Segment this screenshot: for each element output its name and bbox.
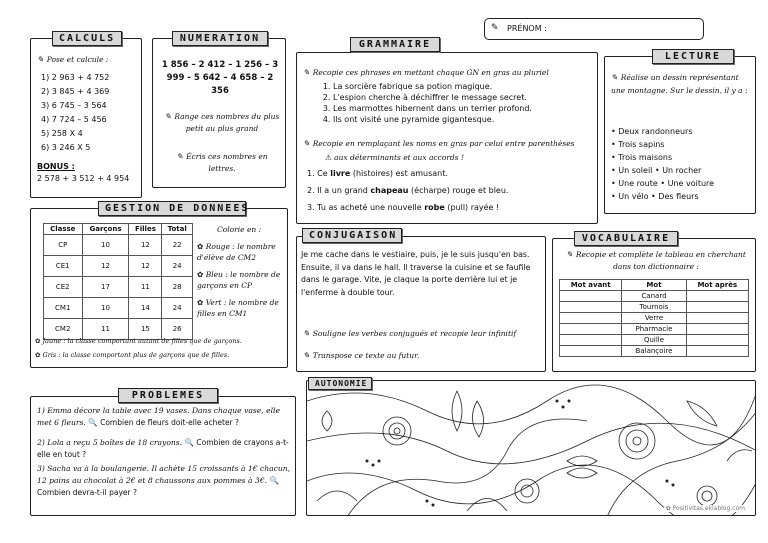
calculs-box <box>30 38 142 198</box>
grammaire-sentences <box>333 81 532 125</box>
grammaire-instr2: ✎ Recopie en remplaçant les noms en gras par celui entre parenthèses <box>303 139 575 148</box>
gear-icon: ✿ <box>35 337 41 345</box>
prenom-label: PRÉNOM : <box>507 24 547 33</box>
table-cell: CM1 <box>44 298 83 319</box>
table-cell: CE1 <box>44 256 83 277</box>
gear-icon: ✿ <box>197 298 204 307</box>
table-cell: 22 <box>162 235 193 256</box>
table-cell: 14 <box>129 298 162 319</box>
list-item: 3. Les marmottes hibernent dans un terrier profond. <box>333 103 532 114</box>
pencil-icon: ✎ <box>303 329 310 338</box>
table-header: Garçons <box>82 224 129 235</box>
list-item: 1) 2 963 + 4 752 <box>41 73 110 82</box>
table-row <box>560 291 749 302</box>
table-cell: 28 <box>162 277 193 298</box>
pencil-icon: ✎ <box>303 68 310 77</box>
table-cell: 24 <box>162 256 193 277</box>
table-cell: 11 <box>129 277 162 298</box>
gestion-table <box>43 223 193 340</box>
problemes-p1: 1) Emma décore la table avec 19 vases. Dans chaque vase, elle met 6 fleurs. 🔍 Combien de fleurs doit-elle acheter ? <box>37 406 280 427</box>
problemes-box <box>30 396 296 516</box>
table-cell: 24 <box>162 298 193 319</box>
table-row <box>44 235 193 256</box>
mandala-coloring-image <box>307 381 756 516</box>
gestion-title: GESTION DE DONNEES <box>98 201 246 216</box>
list-item: 1. La sorcière fabrique sa potion magique. <box>333 81 532 92</box>
calculs-list <box>41 71 109 155</box>
gear-icon: ✿ <box>35 351 41 359</box>
gestion-colorie: Colorie en : <box>217 225 262 234</box>
table-cell: Balançoire <box>622 346 686 357</box>
pencil-icon: ✎ <box>566 250 573 259</box>
conjugaison-text: Je me cache dans le vestiaire, puis, je le suis jusqu'en bas. Ensuite, il va dans le hall. Il traverse la cuisine et se faufile dans le garage. Vite, je claque la porte derrière lui et je l'enferme à double tour. <box>301 250 531 297</box>
lecture-box <box>604 56 756 214</box>
gear-icon: ✿ <box>197 242 204 251</box>
table-cell: 11 <box>82 319 129 340</box>
table-row <box>560 346 749 357</box>
table-cell: CE2 <box>44 277 83 298</box>
pencil-icon: ✎ <box>303 351 310 360</box>
list-item: • Deux randonneurs <box>611 127 693 136</box>
list-item: • Trois sapins <box>611 140 665 149</box>
grammaire-s3: 3. Tu as acheté une nouvelle robe (pull) rayée ! <box>307 203 500 212</box>
pencil-icon: ✎ <box>611 73 618 82</box>
autonomie-title: AUTONOMIE <box>308 377 372 390</box>
vocabulaire-table <box>559 279 749 357</box>
pencil-icon: ✎ <box>303 139 310 148</box>
conjugaison-instr2: ✎ Transpose ce texte au futur. <box>303 351 420 360</box>
list-item: • Un soleil • Un rocher <box>611 166 702 175</box>
table-row <box>44 298 193 319</box>
table-header: Mot après <box>686 280 748 291</box>
gestion-c5: ✿ Gris : la classe comportant plus de garçons que de filles. <box>35 351 230 359</box>
pencil-icon: ✎ <box>176 152 184 161</box>
table-cell: 10 <box>82 298 129 319</box>
credit-text: ✿ Positivitas.eklablog.com <box>665 505 745 512</box>
gestion-box <box>30 208 288 368</box>
problemes-title: PROBLEMES <box>118 388 218 403</box>
grammaire-instr1: ✎ Recopie ces phrases en mettant chaque GN en gras au pluriel <box>303 68 549 77</box>
calculs-title: CALCULS <box>52 31 122 46</box>
list-item: 5) 258 X 4 <box>41 129 83 138</box>
table-row <box>560 324 749 335</box>
grammaire-title: GRAMMAIRE <box>350 37 440 52</box>
vocabulaire-instr: ✎ Recopie et complète le tableau en cherchant dans ton dictionnaire : <box>566 250 746 271</box>
grammaire-s1: 1. Ce livre (histoires) est amusant. <box>307 169 448 178</box>
table-cell: 12 <box>129 256 162 277</box>
problemes-p3: 3) Sacha va à la boulangerie. Il achète 15 croissants à 1€ chacun, 12 pains au chocolat à 2€ et 8 chaussons aux pommes à 3€. 🔍 Combien devra-t-il payer ? <box>37 464 291 497</box>
table-cell: Quille <box>622 335 686 346</box>
table-cell: 12 <box>82 256 129 277</box>
list-item: • Une route • Une voiture <box>611 179 715 188</box>
table-cell: Pharmacie <box>622 324 686 335</box>
gestion-c1: ✿ Rouge : le nombre d'élève de CM2 <box>197 242 276 262</box>
table-cell: Canard <box>622 291 686 302</box>
pencil-icon: ✎ <box>37 55 44 64</box>
numeration-instr2: ✎ Écris ces nombres en lettres. <box>176 152 268 173</box>
table-row <box>44 277 193 298</box>
bonus-text: 2 578 + 3 512 + 4 954 <box>37 174 130 183</box>
lecture-list <box>611 125 714 203</box>
vocabulaire-box <box>552 238 756 372</box>
conjugaison-instr1: ✎ Souligne les verbes conjugués et recopie leur infinitif <box>303 329 517 338</box>
table-cell: 26 <box>162 319 193 340</box>
numeration-box <box>152 38 286 188</box>
list-item: 2. L'espion cherche à déchiffrer le message secret. <box>333 92 532 103</box>
table-header: Total <box>162 224 193 235</box>
table-cell: Tournois <box>622 302 686 313</box>
conjugaison-box <box>296 236 546 372</box>
numeration-title: NUMERATION <box>172 31 268 46</box>
table-header: Classe <box>44 224 83 235</box>
gear-icon: ✿ <box>197 270 204 279</box>
list-item: • Trois maisons <box>611 153 673 162</box>
table-header: Mot avant <box>560 280 622 291</box>
gestion-c4: ✿ Jaune : la classe comportant autant de filles que de garçons. <box>35 337 242 345</box>
table-cell: 10 <box>82 235 129 256</box>
table-cell: 15 <box>129 319 162 340</box>
search-icon: 🔍 <box>184 438 194 447</box>
table-header: Filles <box>129 224 162 235</box>
lecture-title: LECTURE <box>652 49 734 64</box>
search-icon: 🔍 <box>269 476 279 485</box>
list-item: 2) 3 845 + 4 369 <box>41 87 110 96</box>
table-row <box>44 256 193 277</box>
grammaire-warn: ⚠ aux déterminants et aux accords ! <box>325 153 464 162</box>
list-item: 6) 3 246 X 5 <box>41 143 91 152</box>
grammaire-box <box>296 52 598 224</box>
gestion-c2: ✿ Bleu : le nombre de garçons en CP <box>197 270 281 290</box>
logo-icon: ✿ <box>665 505 671 512</box>
autonomie-box <box>306 380 756 516</box>
lecture-instr: ✎ Réalise un dessin représentant une montagne. Sur le dessin, il y a : <box>611 73 748 95</box>
list-item: 4) 7 724 – 5 456 <box>41 115 107 124</box>
table-cell: 12 <box>129 235 162 256</box>
bonus-label: BONUS : <box>37 162 75 171</box>
table-header: Mot <box>622 280 686 291</box>
conjugaison-title: CONJUGAISON <box>302 228 402 243</box>
warning-icon: ⚠ <box>325 153 332 162</box>
list-item: 3) 6 745 – 3 564 <box>41 101 107 110</box>
table-row <box>560 313 749 324</box>
vocabulaire-title: VOCABULAIRE <box>574 231 678 246</box>
search-icon: 🔍 <box>88 418 98 427</box>
prenom-box <box>484 18 704 40</box>
numeration-numbers: 1 856 – 2 412 – 1 256 – 3 999 - 5 642 – 4 658 – 2 356 <box>161 60 279 96</box>
list-item: 4. Ils ont visité une pyramide gigantesque. <box>333 114 532 125</box>
pencil-icon: ✎ <box>164 112 172 121</box>
pencil-icon: ✎ <box>491 23 499 33</box>
grammaire-s2: 2. Il a un grand chapeau (écharpe) rouge et bleu. <box>307 186 509 195</box>
table-row <box>560 335 749 346</box>
list-item: • Un vélo • Des fleurs <box>611 192 699 201</box>
problemes-p2: 2) Lola a reçu 5 boîtes de 18 crayons. 🔍 Combien de crayons a-t-elle en tout ? <box>37 438 289 459</box>
numeration-instr1: ✎ Range ces nombres du plus petit au plus grand <box>164 112 280 133</box>
table-cell: 17 <box>82 277 129 298</box>
table-row <box>560 302 749 313</box>
table-cell: CM2 <box>44 319 83 340</box>
table-cell: CP <box>44 235 83 256</box>
gestion-c3: ✿ Vert : le nombre de filles en CM1 <box>197 298 279 318</box>
calculs-instruction: ✎ Pose et calcule : <box>37 55 109 64</box>
table-cell: Verre <box>622 313 686 324</box>
